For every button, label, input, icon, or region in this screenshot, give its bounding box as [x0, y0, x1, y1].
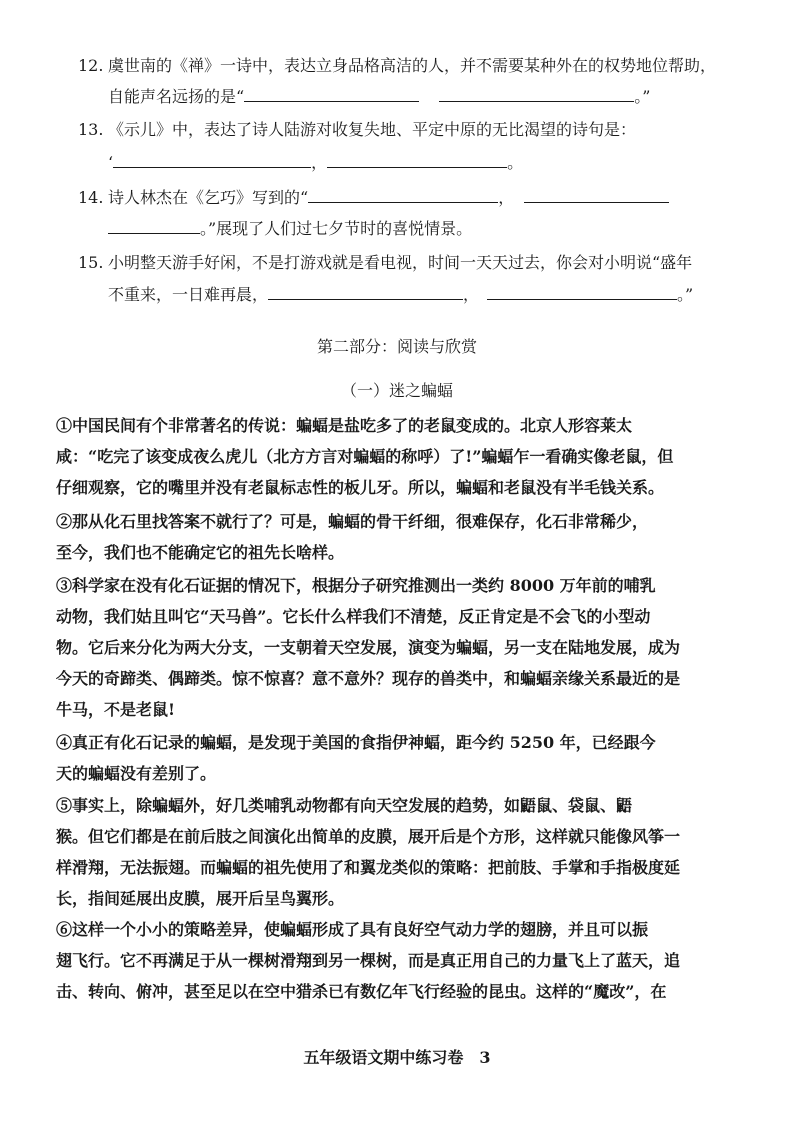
answer-blank[interactable]: [487, 285, 677, 300]
question-15-answer-line: 不重来，一日难再晨， ， 。”: [108, 285, 694, 304]
question-text: 小明整天游手好闲，不是打游戏就是看电视，时间一天天过去，你会对小明说“盛年: [108, 253, 693, 272]
paragraph-2: [56, 506, 696, 568]
page-footer: 五年级语文期中练习卷 3: [303, 1048, 491, 1067]
text-line: 今天的奇蹄类、偶蹄类。惊不惊喜？意不意外？现存的兽类中，和蝙蝠亲缘关系最近的是: [56, 669, 681, 688]
paragraph-1: [56, 410, 696, 503]
article-title: （一）迷之蝙蝠: [340, 381, 453, 400]
answer-blank[interactable]: [524, 188, 669, 203]
text-line: ③科学家在没有化石证据的情况下，根据分子研究推测出一类约 8000 万年前的哺乳: [56, 576, 656, 595]
text-line: 翅飞行。它不再满足于从一棵树滑翔到另一棵树，而是真正用自己的力量飞上了蓝天，追: [56, 951, 681, 970]
question-number: 12.: [78, 56, 104, 75]
question-12-answer-line: 自能声名远扬的是“ 。”: [108, 87, 651, 106]
question-13-answer-line: ‘ ， 。: [108, 153, 524, 172]
text-line: 仔细观察，它的嘴里并没有老鼠标志性的板儿牙。所以，蝙蝠和老鼠没有半毛钱关系。: [56, 478, 665, 497]
text-line: 击、转向、俯冲，甚至足以在空中猎杀已有数亿年飞行经验的昆虫。这样的“魔改”，在: [56, 982, 667, 1001]
text-line: ④真正有化石记录的蝙蝠，是发现于美国的食指伊神蝠，距今约 5250 年，已经跟今: [56, 733, 656, 752]
answer-blank[interactable]: [327, 153, 507, 168]
text-line: ①中国民间有个非常著名的传说：蝙蝠是盐吃多了的老鼠变成的。北京人形容莱太: [56, 416, 633, 435]
answer-blank[interactable]: [108, 219, 200, 234]
paragraph-5: [56, 790, 696, 914]
text-line: 至今，我们也不能确定它的祖先长啥样。: [56, 543, 345, 562]
text-line: 样滑翔，无法振翅。而蝙蝠的祖先使用了和翼龙类似的策略：把前肢、手掌和手指极度延: [56, 858, 681, 877]
question-15: [78, 253, 708, 273]
text-line: 物。它后来分化为两大分支，一支朝着天空发展，演变为蝙蝠，另一支在陆地发展，成为: [56, 638, 681, 657]
text-line: ⑤事实上，除蝙蝠外，好几类哺乳动物都有向天空发展的趋势，如鼯鼠、袋鼠、鼯: [56, 796, 633, 815]
question-text: 虞世南的《禅》一诗中，表达立身品格高洁的人，并不需要某种外在的权势地位帮助，: [108, 56, 717, 75]
paragraph-3: [56, 570, 696, 725]
question-text: 《示儿》中，表达了诗人陆游对收复失地、平定中原的无比渴望的诗句是：: [108, 120, 637, 139]
text-line: ②那从化石里找答案不就行了？可是，蝙蝠的骨干纤细，很难保存，化石非常稀少，: [56, 512, 649, 531]
text-line: 咸：“吃完了该变成夜么虎儿（北方方言对蝙蝠的称呼）了!”蝙蝠乍一看确实像老鼠，但: [56, 447, 674, 466]
text-line: 长，指间延展出皮膜，展开后呈鸟翼形。: [56, 889, 345, 908]
paragraph-6: [56, 914, 696, 1007]
question-12: [78, 56, 717, 76]
question-number: 14.: [78, 188, 104, 207]
question-14-answer-line: 。”展现了人们过七夕节时的喜悦情景。: [108, 219, 738, 239]
question-13: [78, 120, 708, 140]
text-line: ⑥这样一个小小的策略差异，使蝙蝠形成了具有良好空气动力学的翅膀，并且可以振: [56, 920, 649, 939]
answer-blank[interactable]: [308, 188, 498, 203]
answer-blank[interactable]: [268, 285, 463, 300]
question-14: 14. 诗人林杰在《乞巧》写到的“ ，: [78, 188, 708, 208]
question-number: 15.: [78, 253, 104, 272]
text-line: 牛马，不是老鼠!: [56, 700, 176, 719]
paragraph-4: [56, 727, 696, 789]
answer-blank[interactable]: [244, 87, 419, 102]
answer-blank[interactable]: [439, 87, 634, 102]
answer-blank[interactable]: [113, 153, 311, 168]
text-line: 动物，我们姑且叫它“天马兽”。它长什么样我们不清楚，反正肯定是不会飞的小型动: [56, 607, 651, 626]
text-line: 猴。但它们都是在前后肢之间演化出简单的皮膜，展开后是个方形，这样就只能像风筝一: [56, 827, 681, 846]
question-number: 13.: [78, 120, 104, 139]
text-line: 天的蝙蝠没有差别了。: [56, 764, 217, 783]
section-title: 第二部分：阅读与欣赏: [316, 337, 477, 356]
